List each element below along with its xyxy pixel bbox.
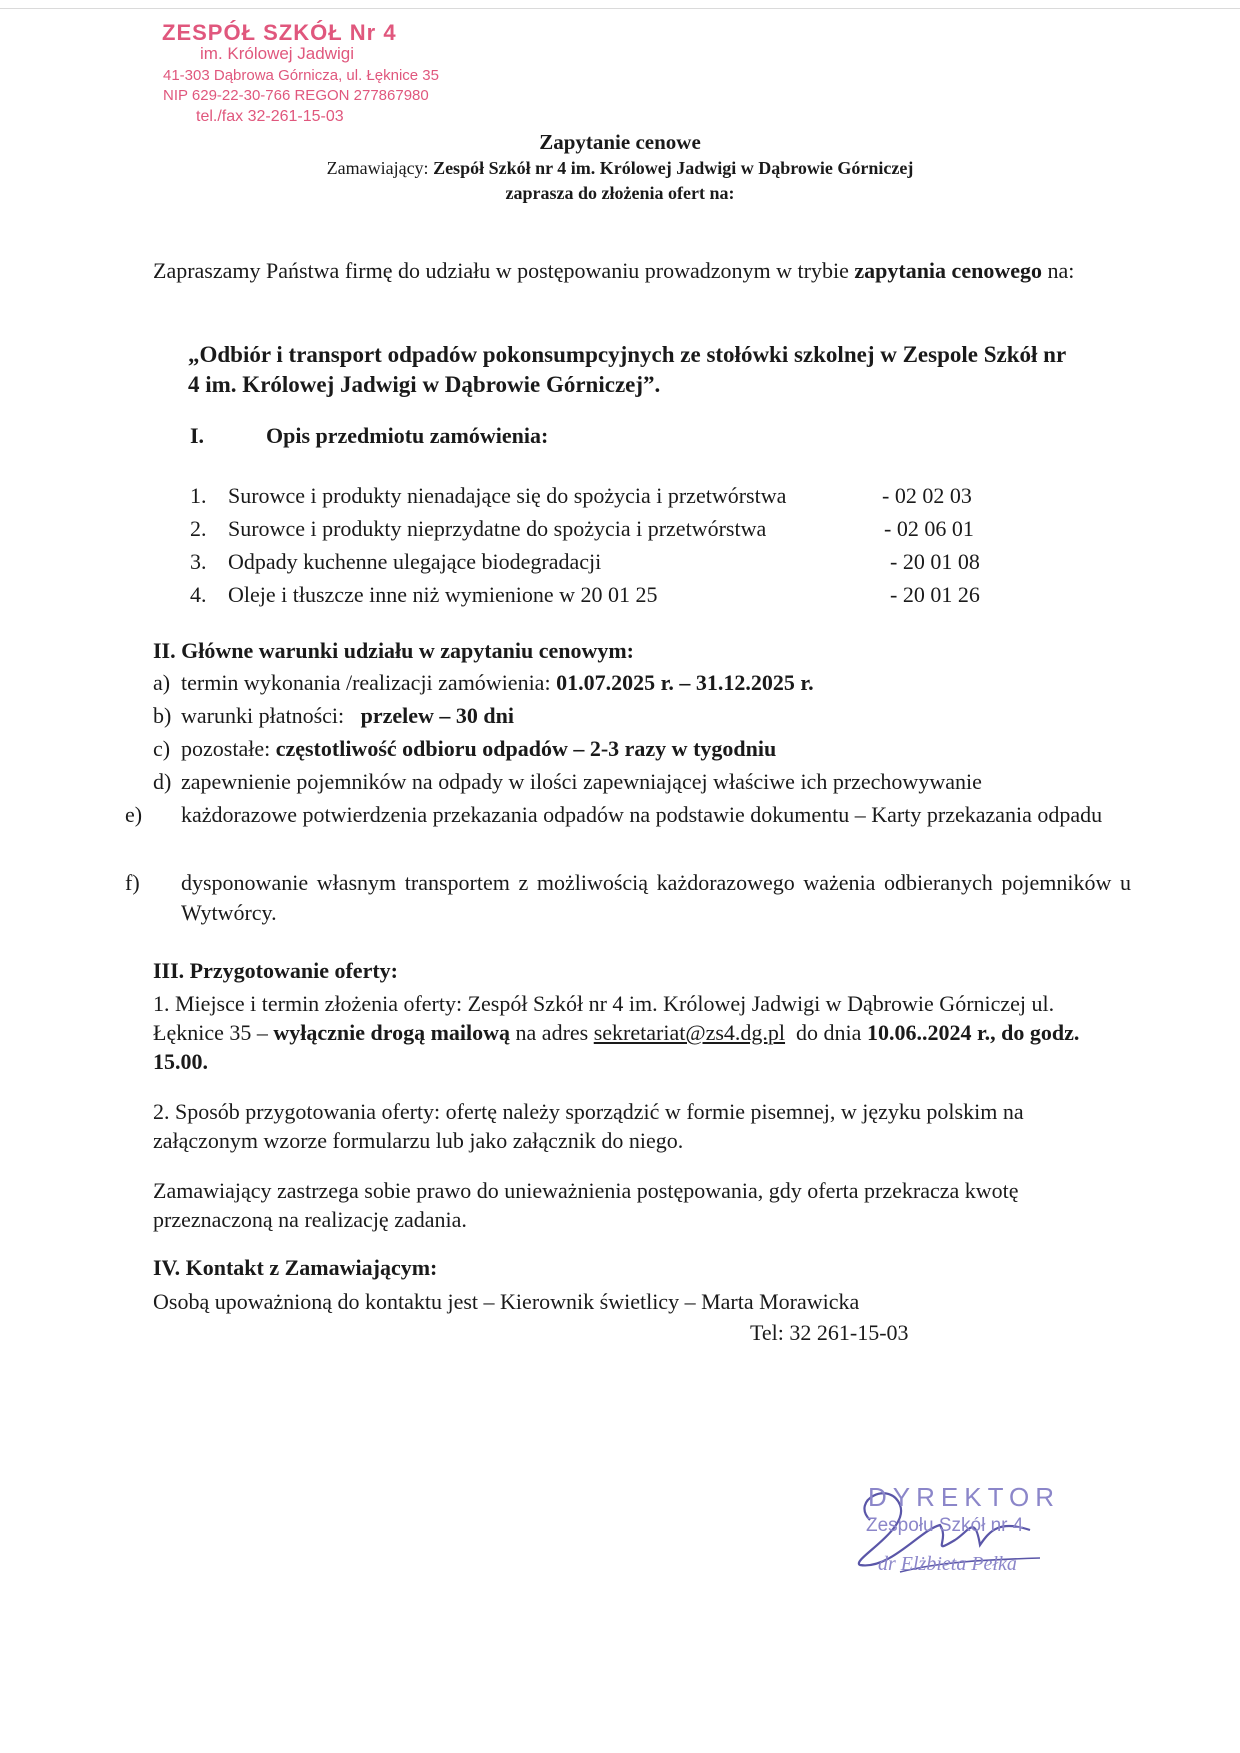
waste-item-number: 2.	[190, 516, 207, 541]
invite-line: zaprasza do złożenia ofert na:	[505, 183, 735, 203]
condition-letter: e)	[125, 802, 143, 827]
condition-c	[153, 734, 1103, 764]
section4-title: IV. Kontakt z Zamawiającym:	[153, 1255, 438, 1280]
condition-letter: a)	[153, 670, 171, 695]
condition-letter: c)	[153, 736, 171, 761]
contact-phone: Tel: 32 261-15-03	[750, 1320, 909, 1345]
client-name: Zespół Szkół nr 4 im. Królowej Jadwigi w Dąbrowie Górniczej	[433, 158, 914, 178]
waste-item-code: - 20 01 26	[890, 582, 980, 607]
offer-deadline-label: do dnia	[785, 1020, 867, 1045]
condition-f	[125, 868, 1131, 928]
offer-address-label: na adres	[510, 1020, 594, 1045]
stamp-phone: tel./fax 32-261-15-03	[196, 108, 344, 125]
waste-item-number: 1.	[190, 483, 207, 508]
waste-item-code: - 02 06 01	[884, 516, 974, 541]
waste-item-code: - 02 02 03	[882, 483, 972, 508]
waste-item	[0, 549, 1240, 581]
condition-text: pozostałe:	[181, 736, 276, 761]
offer-mail-only: wyłącznie drogą mailową	[273, 1020, 511, 1045]
condition-text: warunki płatności:	[181, 703, 361, 728]
condition-letter: b)	[153, 703, 172, 728]
section2-title: II. Główne warunki udziału w zapytaniu cenowym:	[153, 638, 635, 663]
condition-bold: przelew – 30 dni	[360, 703, 515, 728]
waste-item-text: Oleje i tłuszcze inne niż wymienione w 20 01 25	[228, 582, 658, 607]
waste-item-text: Odpady kuchenne ulegające biodegradacji	[228, 549, 602, 574]
waste-item-text: Surowce i produkty nieprzydatne do spożycia i przetwórstwa	[228, 516, 767, 541]
waste-item	[0, 516, 1240, 548]
condition-text: dysponowanie własnym transportem z możliwością każdorazowego ważenia odbieranych pojemników u Wytwórcy.	[181, 870, 1131, 925]
section1-number: I.	[190, 423, 205, 448]
contact-person: Osobą upoważnioną do kontaktu jest – Kierownik świetlicy – Marta Morawicka	[153, 1289, 860, 1314]
stamp-ids: NIP 629-22-30-766 REGON 277867980	[163, 87, 429, 104]
intro-paragraph	[153, 256, 1103, 285]
condition-b	[153, 701, 1103, 731]
waste-item	[0, 582, 1240, 614]
condition-a	[153, 668, 1103, 698]
signature-stamp-title: DYREKTOR	[868, 1482, 1060, 1512]
stamp-address: 41-303 Dąbrowa Górnicza, ul. Łęknice 35	[163, 67, 439, 84]
offer-method-paragraph: 2. Sposób przygotowania oferty: ofertę należy sporządzić w formie pisemnej, w języku polskim na załączonym wzorze formularzu lub jako załącznik do niego.	[153, 1099, 1024, 1153]
condition-letter: d)	[153, 769, 172, 794]
signature-stamp-person: dr Elżbieta Pełka	[878, 1553, 1017, 1575]
condition-e	[125, 800, 1131, 830]
intro-text: Zapraszamy Państwa firmę do udziału w postępowaniu prowadzonym w trybie	[153, 258, 855, 283]
condition-d	[153, 767, 1103, 797]
client-prefix: Zamawiający:	[326, 158, 434, 178]
waste-item-text: Surowce i produkty nienadające się do spożycia i przetwórstwa	[228, 483, 787, 508]
condition-bold: częstotliwość odbioru odpadów – 2-3 razy w tygodniu	[275, 736, 777, 761]
client-line	[0, 158, 1240, 179]
condition-letter: f)	[125, 870, 140, 895]
condition-text: zapewnienie pojemników na odpady w ilości zapewniającej właściwe ich przechowywanie	[181, 769, 982, 794]
offer-place-text: 1. Miejsce i termin złożenia oferty: Zespół Szkół nr 4 im. Królowej Jadwigi w Dąbrowie Górniczej ul. Łęknice 35 –	[153, 991, 1055, 1045]
offer-deadline: 10.06..2024 r., do godz. 15.00.	[153, 1020, 1080, 1074]
top-scan-line	[0, 8, 1240, 9]
stamp-patron: im. Królowej Jadwigi	[200, 44, 354, 63]
waste-item-number: 3.	[190, 549, 207, 574]
condition-text: termin wykonania /realizacji zamówienia:	[181, 670, 557, 695]
section1-title: Opis przedmiotu zamówienia:	[266, 423, 549, 448]
document-title: Zapytanie cenowe	[539, 130, 701, 154]
reservation-paragraph: Zamawiający zastrzega sobie prawo do unieważnienia postępowania, gdy oferta przekracza kwotę przeznaczoną na realizację zadania.	[153, 1178, 1019, 1232]
waste-item	[0, 483, 1240, 515]
intro-bold: zapytania cenowego	[854, 258, 1042, 283]
waste-item-number: 4.	[190, 582, 207, 607]
signature-stamp-org: Zespołu Szkół nr 4	[866, 1515, 1024, 1536]
condition-bold: 01.07.2025 r. – 31.12.2025 r.	[556, 670, 814, 695]
waste-item-code: - 20 01 08	[890, 549, 980, 574]
intro-tail: na:	[1041, 258, 1075, 283]
email-link[interactable]: sekretariat@zs4.dg.pl	[593, 1020, 786, 1045]
stamp-school-name: ZESPÓŁ SZKÓŁ Nr 4	[162, 20, 397, 45]
condition-text: każdorazowe potwierdzenia przekazania odpadów na podstawie dokumentu – Karty przekazania odpadu	[181, 802, 1103, 827]
offer-place-paragraph	[153, 989, 1103, 1076]
order-subject: „Odbiór i transport odpadów pokonsumpcyjnych ze stołówki szkolnej w Zespole Szkół nr 4 im. Królowej Jadwigi w Dąbrowie Górniczej”.	[188, 342, 1066, 397]
section3-title: III. Przygotowanie oferty:	[153, 958, 398, 983]
